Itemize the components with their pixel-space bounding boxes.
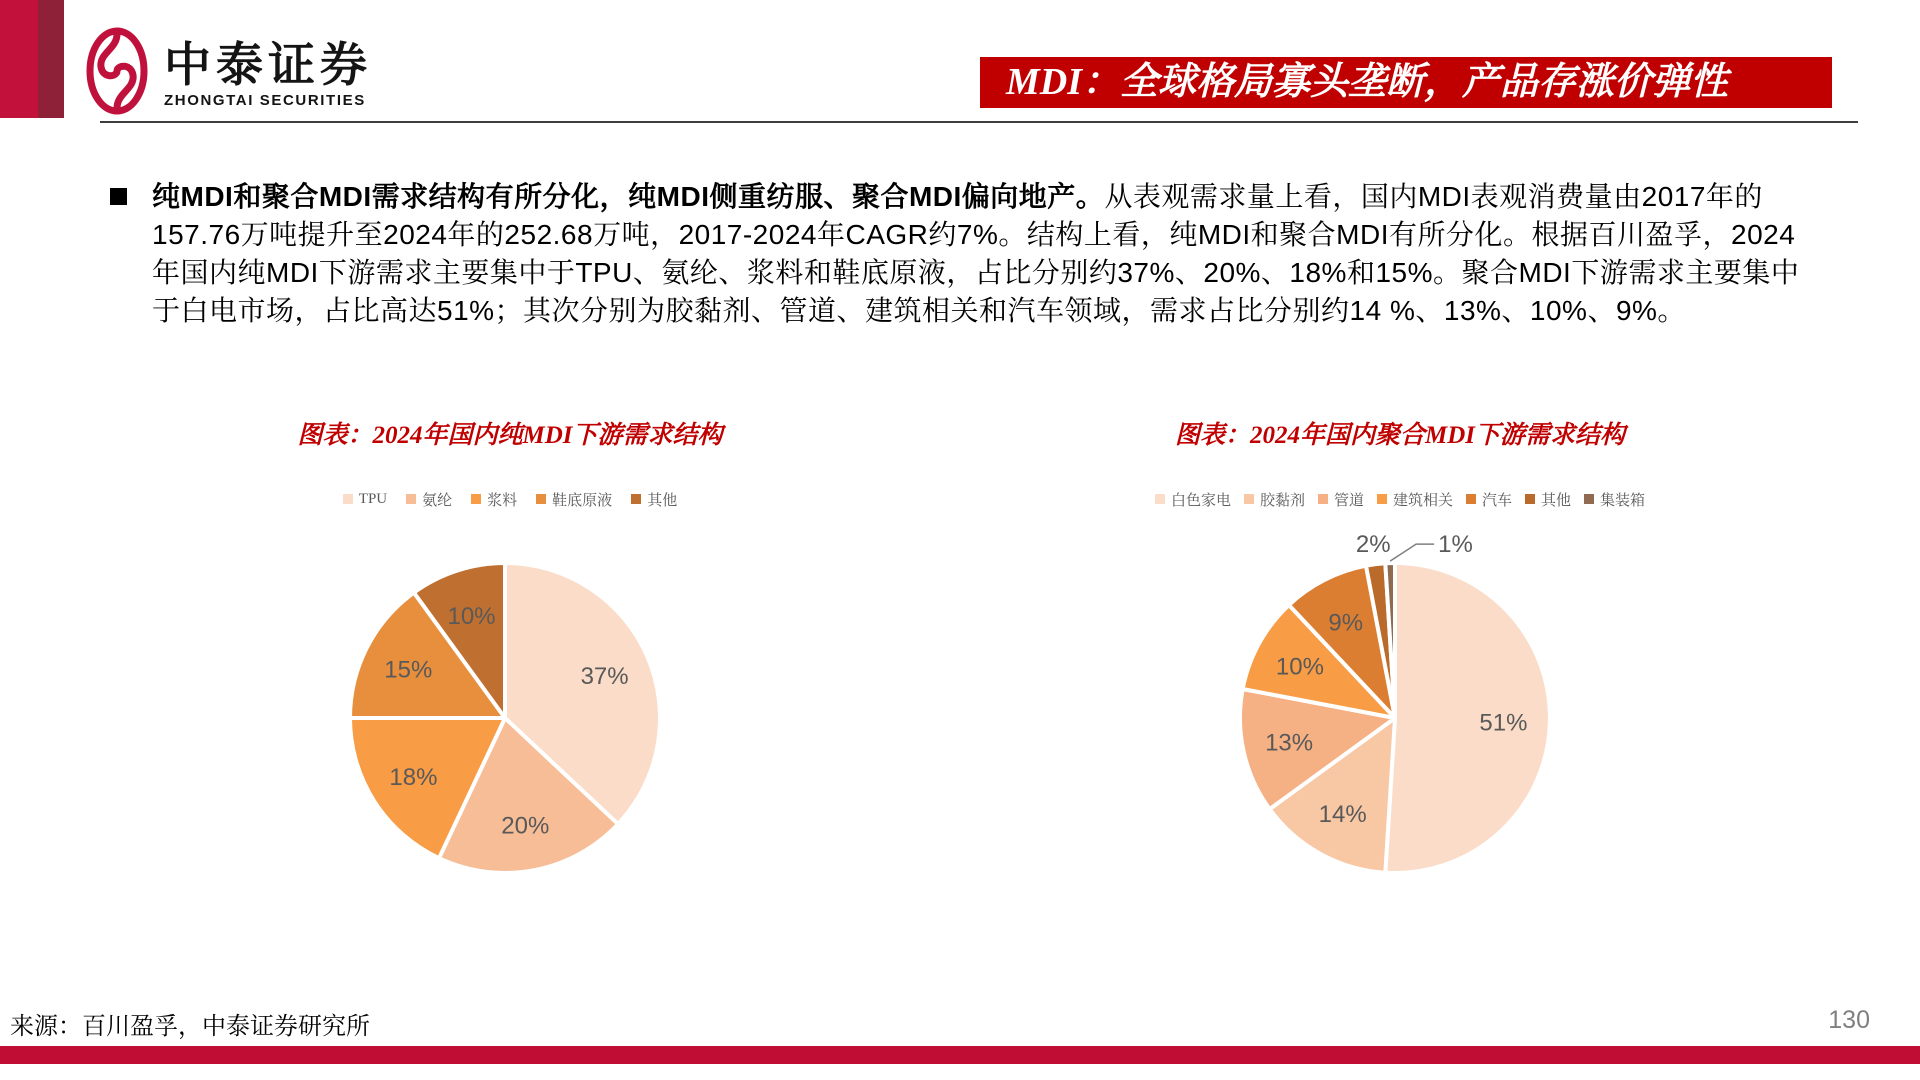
chart-legend <box>1120 490 1680 508</box>
logo-name-en: ZHONGTAI SECURITIES <box>164 92 366 110</box>
legend-label: 建筑相关 <box>1392 492 1453 509</box>
logo-name-cn: 中泰证券 <box>164 38 372 91</box>
legend-label: TPU <box>358 490 388 507</box>
pie-label: 14% <box>1318 801 1367 829</box>
paragraph-line: 157.76万吨提升至2024年的252.68万吨，2017-2024年CAGR约7%。结构上看，纯MDI和聚合MDI有所分化。根据百川盈孚，2024 <box>152 219 1796 250</box>
legend-label: 氨纶 <box>422 492 453 509</box>
legend-label: 浆料 <box>487 492 518 509</box>
page-number: 130 <box>1828 1006 1870 1034</box>
pure-mdi-demand-chart <box>230 420 790 920</box>
legend-swatch <box>631 494 641 504</box>
legend-swatch <box>1377 494 1387 504</box>
legend-label: 集装箱 <box>1600 492 1646 509</box>
legend-swatch <box>406 494 416 504</box>
chart-title: 图表：2024年国内纯MDI下游需求结构 <box>297 422 723 449</box>
pie-label: 37% <box>580 662 629 690</box>
chart-legend <box>230 490 790 508</box>
legend-item <box>1244 489 1305 510</box>
pie-label: 51% <box>1479 709 1528 737</box>
legend-label: 鞋底原液 <box>552 492 613 509</box>
zhongtai-logo <box>86 26 372 116</box>
chart-title: 图表：2024年国内聚合MDI下游需求结构 <box>1174 422 1625 449</box>
paragraph-line <box>152 178 1799 216</box>
legend-item <box>1377 489 1453 510</box>
legend-item <box>1466 489 1512 510</box>
legend-swatch <box>1584 494 1594 504</box>
legend-label: 其他 <box>1541 492 1572 509</box>
legend-swatch <box>1155 494 1165 504</box>
pie-label: 18% <box>389 764 438 792</box>
legend-swatch <box>343 494 353 504</box>
legend-item <box>1155 489 1231 510</box>
header-rule <box>100 121 1858 123</box>
pie-chart <box>230 520 790 920</box>
left-accent-stripe-outer <box>0 0 38 118</box>
paragraph-text <box>152 178 1799 330</box>
legend-label: 白色家电 <box>1170 492 1231 509</box>
legend-item <box>536 489 612 510</box>
source-note: 来源：百川盈孚，中泰证券研究所 <box>10 1014 370 1040</box>
legend-item <box>1318 489 1364 510</box>
legend-swatch <box>1525 494 1535 504</box>
legend-item <box>471 489 517 510</box>
slide-title-banner <box>980 57 1832 108</box>
legend-swatch <box>471 494 481 504</box>
pie-label: 10% <box>1275 653 1324 681</box>
bottom-accent-bar <box>0 1046 1920 1064</box>
legend-item <box>406 489 452 510</box>
legend-label: 其他 <box>647 492 678 509</box>
legend-label: 胶黏剂 <box>1259 492 1305 509</box>
left-accent-stripe-inner <box>38 0 64 118</box>
paragraph-line: 年国内纯MDI下游需求主要集中于TPU、氨纶、浆料和鞋底原液，占比分别约37%、20%、18%和15%。聚合MDI下游需求主要集中 <box>152 257 1800 288</box>
pie-label: 1% <box>1438 531 1473 559</box>
legend-swatch <box>1318 494 1328 504</box>
legend-item <box>343 491 387 508</box>
pie-label: 2% <box>1355 530 1391 558</box>
paragraph-line: 于白电市场，占比高达51%；其次分别为胶黏剂、管道、建筑相关和汽车领域，需求占比分别约14 %、13%、10%、9%。 <box>152 295 1686 326</box>
paragraph-bold-lead: 纯MDI和聚合MDI需求结构有所分化，纯MDI侧重纺服、聚合MDI偏向地产。 <box>152 181 1105 212</box>
bullet-square-icon <box>110 188 127 205</box>
slide-title: MDI：全球格局寡头垄断，产品存涨价弹性 <box>1006 61 1729 103</box>
pie-label-leader-line <box>1390 544 1434 561</box>
zhongtai-logo-icon <box>86 26 148 116</box>
legend-label: 管道 <box>1333 492 1364 509</box>
pie-label: 20% <box>501 812 550 840</box>
legend-item <box>1525 489 1571 510</box>
pie-label: 13% <box>1265 729 1314 757</box>
legend-swatch <box>1466 494 1476 504</box>
legend-swatch <box>1244 494 1254 504</box>
pie-label: 10% <box>447 602 496 630</box>
legend-item <box>631 489 677 510</box>
polymeric-mdi-demand-chart <box>1120 420 1680 920</box>
logo-text <box>164 26 372 109</box>
legend-item <box>1584 489 1645 510</box>
pie-chart <box>1120 520 1680 920</box>
pie-label: 15% <box>384 656 433 684</box>
paragraph-line1-rest: 从表观需求量上看，国内MDI表观消费量由2017年的 <box>1104 181 1763 212</box>
pie-label: 9% <box>1328 609 1364 637</box>
legend-label: 汽车 <box>1482 492 1513 509</box>
summary-paragraph <box>110 178 1816 330</box>
legend-swatch <box>536 494 546 504</box>
